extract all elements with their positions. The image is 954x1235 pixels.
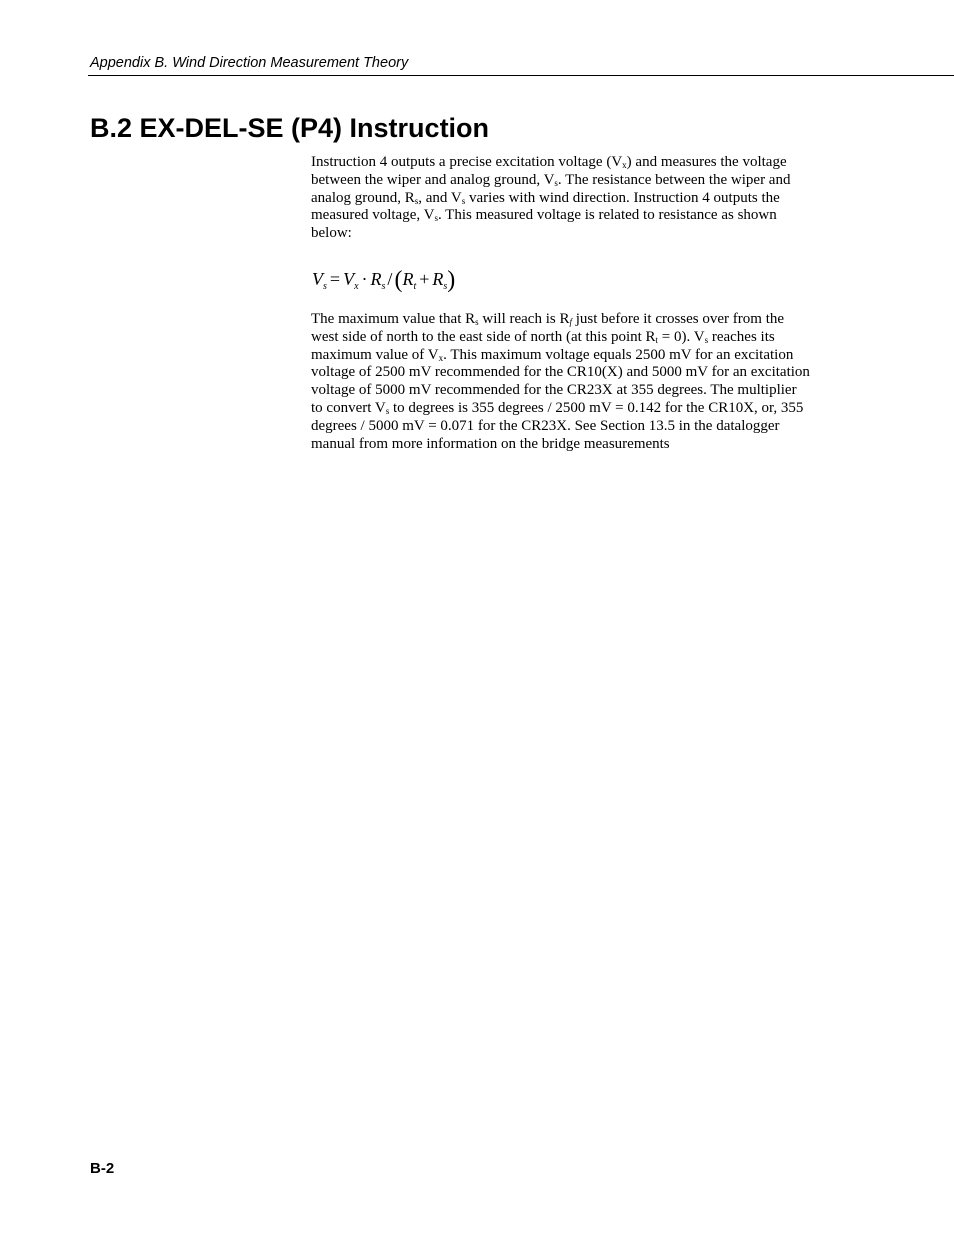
running-header: Appendix B. Wind Direction Measurement Theory	[90, 55, 409, 71]
page-number: B-2	[90, 1160, 115, 1177]
maximum-value-paragraph: The maximum value that $R_s$ will reach is $R_f$ just before it crosses over from the west side of north to the east side of north (at this point $R_t = 0$). $V_s$ reaches its maximum value of $V_x$. This maximum voltage equals 2500 mV for an excitation voltage of 2500 mV recommended for the CR10(X) and 5000 mV for an excitation voltage of 5000 mV recommended for the CR23X at 355 degrees. The multiplier to convert $V_s$ to degrees is 355 degrees / 2500 mV = 0.142 for the CR10X, or, 355 degrees / 5000 mV = 0.071 for the CR23X. See Section 13.5 in the datalogger manual from more information on the bridge measurements	[311, 310, 810, 452]
section-heading: B.2 EX-DEL-SE (P4) Instruction	[90, 113, 490, 143]
header-rule	[88, 75, 954, 76]
voltage-equation: $V_s = V_x \cdot R_s$ $/(R_t + R_s)$	[312, 266, 456, 293]
body-column	[311, 154, 811, 453]
intro-paragraph: Instruction 4 outputs a precise excitation voltage $(V_x)$ and measures the voltage between the wiper and analog ground, $V_s$. The resistance between the wiper and analog ground, $R_s$, and $V_s$ varies with wind direction. Instruction 4 outputs the measured voltage, $V_s$. This measured voltage is related to resistance as shown below:	[311, 154, 791, 242]
